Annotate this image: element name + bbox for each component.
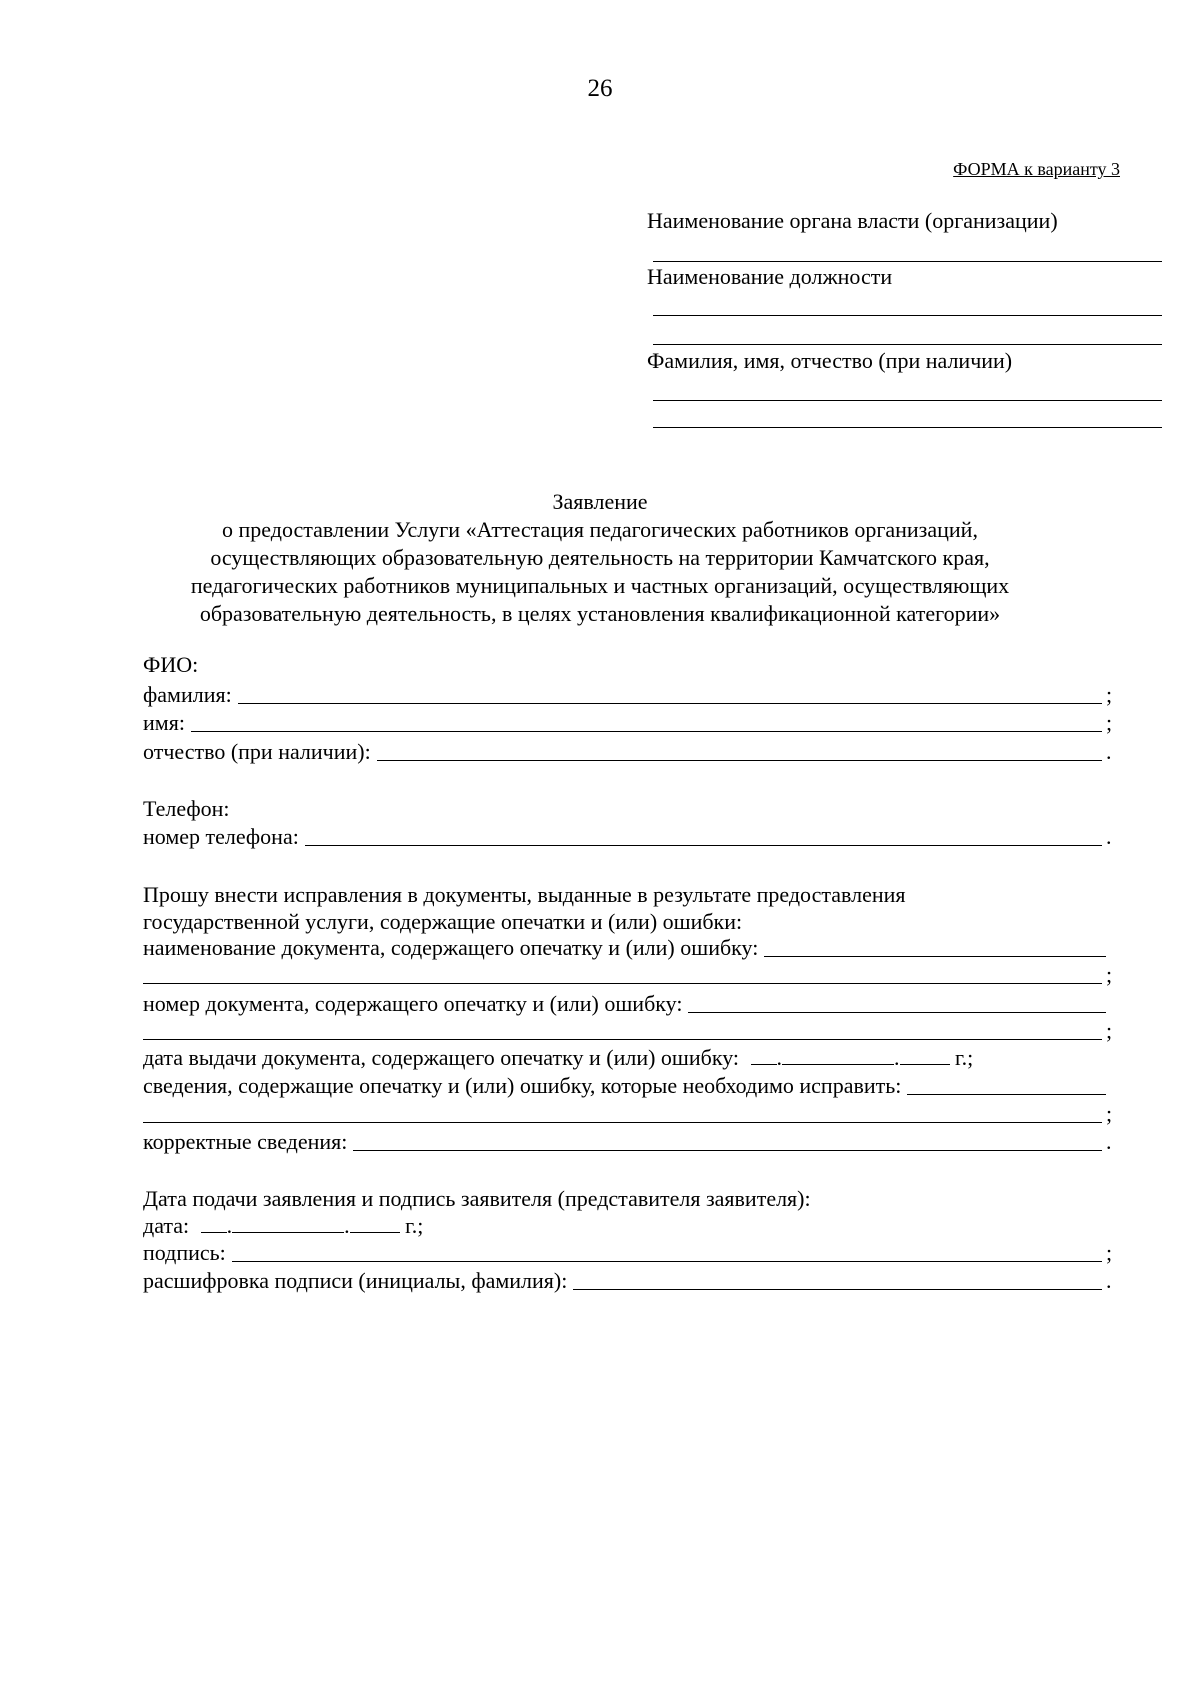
signature-label: подпись: — [143, 1240, 226, 1265]
title-heading: Заявление — [552, 489, 648, 514]
signature-heading: Дата подачи заявления и подпись заявителя (представителя заявителя): — [143, 1186, 811, 1211]
correct-field[interactable] — [353, 1130, 1102, 1151]
patronymic-row: отчество (при наличии): . — [143, 739, 1112, 764]
form-reference: ФОРМА к варианту 3 — [953, 159, 1120, 179]
doc-number-row — [143, 989, 1110, 1017]
position-label: Наименование должности — [647, 264, 893, 289]
doc-name-label: наименование документа, содержащего опечатку и (или) ошибку: — [143, 935, 759, 960]
surname-row: фамилия: ; — [143, 682, 1113, 707]
submit-date-label: дата: — [143, 1213, 190, 1238]
doc-name-row — [143, 933, 1110, 961]
name-field[interactable] — [191, 711, 1102, 732]
errors-field-cont[interactable] — [143, 1102, 1102, 1123]
title-line-3: педагогических работников муниципальных и частных организаций, осуществляющих — [190, 573, 1010, 598]
signature-decode-row: расшифровка подписи (инициалы, фамилия): . — [143, 1268, 1112, 1293]
fio-heading: ФИО: — [143, 652, 199, 677]
doc-number-field-cont[interactable] — [143, 1019, 1102, 1040]
name-label: имя: — [143, 710, 185, 735]
issue-day-field[interactable] — [751, 1046, 777, 1065]
position-line-1[interactable] — [653, 315, 1162, 316]
title-line-1: о предоставлении Услуги «Аттестация педагогических работников организаций, — [222, 517, 978, 542]
doc-number-label: номер документа, содержащего опечатку и (или) ошибку: — [143, 991, 683, 1016]
issue-month-field[interactable] — [782, 1046, 894, 1065]
phone-row: номер телефона: . — [143, 824, 1112, 849]
doc-name-field[interactable] — [764, 936, 1106, 957]
name-row: имя: ; — [143, 710, 1113, 735]
signature-row: подпись: ; — [143, 1240, 1113, 1265]
fio-header-label: Фамилия, имя, отчество (при наличии) — [647, 348, 1013, 373]
position-line-2[interactable] — [653, 344, 1162, 345]
issue-date-label: дата выдачи документа, содержащего опечатку и (или) ошибку: — [143, 1045, 740, 1070]
org-name-label: Наименование органа власти (организации) — [647, 208, 1058, 233]
surname-field[interactable] — [238, 683, 1102, 704]
doc-number-row-cont: ; — [143, 1016, 1116, 1044]
errors-field[interactable] — [907, 1074, 1106, 1095]
title-line-2: осуществляющих образовательную деятельность на территории Камчатского края, — [210, 545, 990, 570]
submit-year-field[interactable] — [350, 1214, 400, 1233]
issue-date-row: дата выдачи документа, содержащего опечатку и (или) ошибку: . . г.; — [143, 1045, 974, 1070]
signature-decode-field[interactable] — [573, 1269, 1102, 1290]
correct-label: корректные сведения: — [143, 1129, 348, 1154]
submit-date-row: дата: . . г.; — [143, 1213, 424, 1238]
org-name-line[interactable] — [653, 261, 1162, 262]
errors-row-cont: ; — [143, 1099, 1116, 1127]
doc-name-field-cont[interactable] — [143, 963, 1102, 984]
page-number: 26 — [587, 75, 613, 102]
issue-year-field[interactable] — [900, 1046, 950, 1065]
correction-intro-1: Прошу внести исправления в документы, выданные в результате предоставления — [143, 882, 906, 907]
phone-heading: Телефон: — [143, 796, 230, 821]
patronymic-label: отчество (при наличии): — [143, 739, 371, 764]
doc-number-field[interactable] — [688, 992, 1106, 1013]
fio-header-line-2[interactable] — [653, 427, 1162, 428]
submit-month-field[interactable] — [232, 1214, 344, 1233]
doc-name-row-cont: ; — [143, 960, 1116, 988]
signature-decode-label: расшифровка подписи (инициалы, фамилия): — [143, 1268, 568, 1293]
fio-header-line-1[interactable] — [653, 400, 1162, 401]
title-line-4: образовательную деятельность, в целях установления квалификационной категории» — [199, 601, 1001, 626]
phone-field[interactable] — [305, 825, 1102, 846]
document-title — [150, 488, 1050, 628]
patronymic-field[interactable] — [377, 740, 1102, 761]
correct-row: корректные сведения: . — [143, 1129, 1112, 1154]
phone-label: номер телефона: — [143, 824, 299, 849]
surname-label: фамилия: — [143, 682, 232, 707]
submit-day-field[interactable] — [201, 1214, 227, 1233]
errors-row — [143, 1071, 1110, 1099]
errors-label: сведения, содержащие опечатку и (или) ошибку, которые необходимо исправить: — [143, 1073, 902, 1098]
correction-intro-2: государственной услуги, содержащие опечатки и (или) ошибки: — [143, 909, 743, 934]
signature-field[interactable] — [232, 1241, 1102, 1262]
